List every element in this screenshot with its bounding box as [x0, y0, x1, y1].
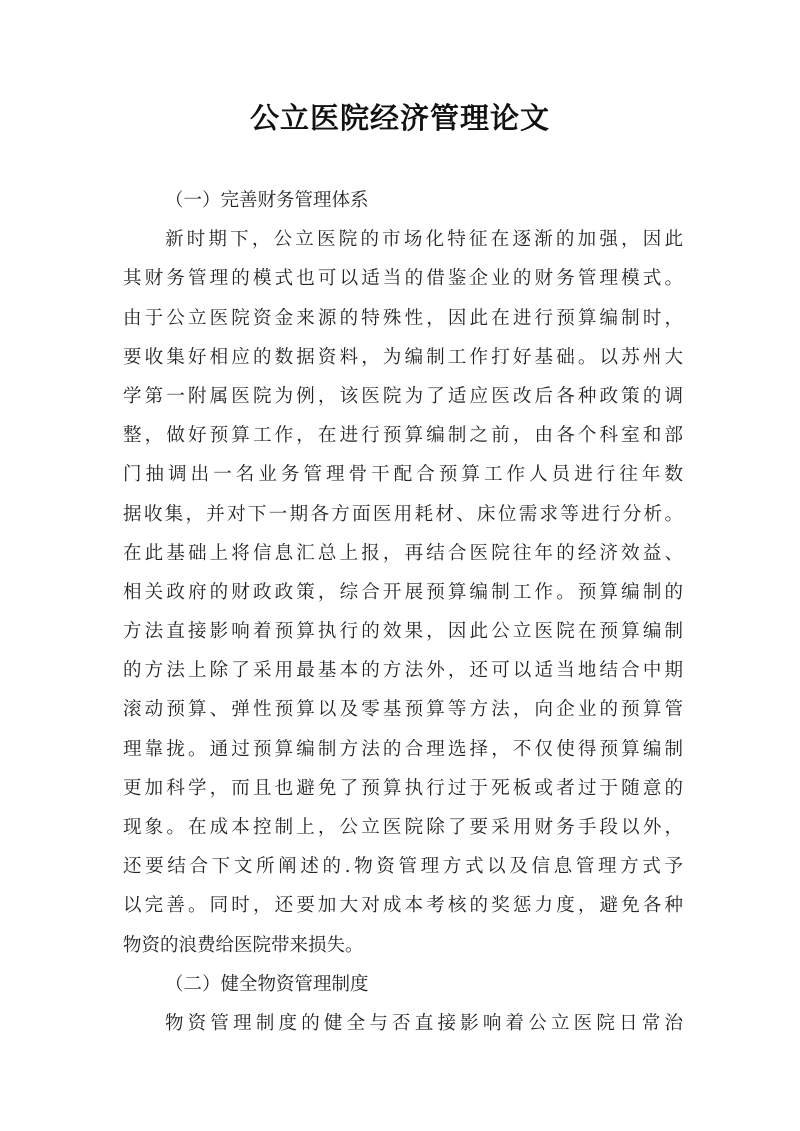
- paragraph-line: 据收集，并对下一期各方面医用耗材、床位需求等进行分析。: [123, 503, 683, 525]
- paragraph-line: 新时期下，公立医院的市场化特征在逐渐的加强，因此: [165, 229, 683, 251]
- paragraph-line: 滚动预算、弹性预算以及零基预算等方法，向企业的预算管: [123, 699, 683, 721]
- paragraph-line: 物资的浪费给医院带来损失。: [123, 934, 364, 956]
- paragraph-line: 要收集好相应的数据资料，为编制工作打好基础。以苏州大: [123, 346, 683, 368]
- paragraph-line: 相关政府的财政政策，综合开展预算编制工作。预算编制的: [123, 581, 683, 603]
- paragraph-line: 现象。在成本控制上，公立医院除了要采用财务手段以外，: [123, 817, 683, 838]
- section-heading-1: （一）完善财务管理体系: [165, 190, 369, 211]
- paragraph-line: 还要结合下文所阐述的.物资管理方式以及信息管理方式予: [123, 856, 683, 878]
- paragraph-line: 在此基础上将信息汇总上报，再结合医院往年的经济效益、: [123, 542, 683, 564]
- paragraph-line: 理靠拢。通过预算编制方法的合理选择，不仅使得预算编制: [123, 738, 683, 760]
- paragraph-line: 其财务管理的模式也可以适当的借鉴企业的财务管理模式。: [123, 268, 683, 290]
- document-body: [123, 181, 683, 1043]
- paragraph-line: 整，做好预算工作，在进行预算编制之前，由各个科室和部: [123, 425, 683, 447]
- paragraph-line: 以完善。同时，还要加大对成本考核的奖惩力度，避免各种: [123, 895, 683, 917]
- paragraph-line: 的方法上除了采用最基本的方法外，还可以适当地结合中期: [123, 660, 683, 682]
- paragraph-line: 物资管理制度的健全与否直接影响着公立医院日常治: [165, 1012, 683, 1034]
- paragraph-line: 学第一附属医院为例，该医院为了适应医改后各种政策的调: [123, 385, 683, 407]
- section-heading-2: （二）健全物资管理制度: [165, 973, 369, 995]
- paragraph-line: 方法直接影响着预算执行的效果，因此公立医院在预算编制: [123, 621, 683, 643]
- paragraph-line: 门抽调出一名业务管理骨干配合预算工作人员进行往年数: [123, 464, 683, 486]
- paragraph-line: 更加科学，而且也避免了预算执行过于死板或者过于随意的: [123, 777, 683, 799]
- document-title: 公立医院经济管理论文: [249, 101, 550, 135]
- paragraph-line: 由于公立医院资金来源的特殊性，因此在进行预算编制时，: [123, 307, 683, 329]
